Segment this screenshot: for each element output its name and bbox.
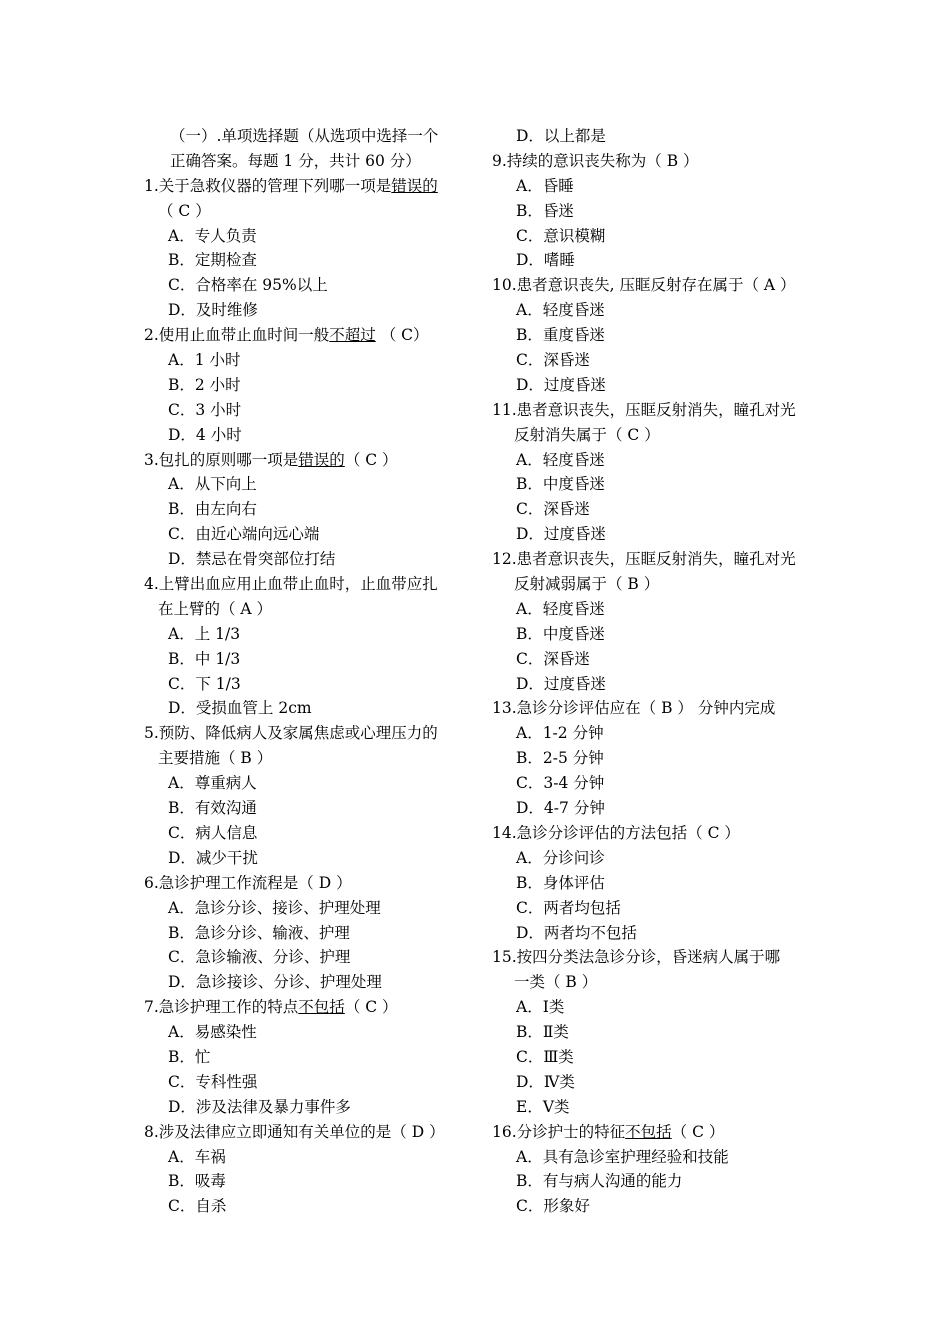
- question-13-option-d: D．4-7 分钟: [516, 799, 605, 818]
- question-10-stem: 10.患者意识丧失, 压眶反射存在属于（ A ）: [492, 276, 796, 295]
- question-10-option-a: A．轻度昏迷: [516, 301, 605, 320]
- question-5-option-d: D．减少干扰: [168, 848, 258, 867]
- question-8-option-c: C．自杀: [168, 1197, 227, 1216]
- question-2-option-a: A．1 小时: [168, 351, 241, 370]
- question-15-stem-cont: 一类（ B ）: [514, 973, 598, 992]
- question-8-stem: 8.涉及法律应立即通知有关单位的是（ D ）: [144, 1122, 445, 1141]
- question-14-option-b: B．身体评估: [516, 873, 605, 892]
- question-4-option-c: C．下 1/3: [168, 674, 241, 693]
- question-9-option-c: C．意识模糊: [516, 226, 606, 245]
- question-5-option-b: B．有效沟通: [168, 799, 257, 818]
- question-7-option-a: A．易感染性: [168, 1023, 257, 1042]
- question-9-option-a: A．昏睡: [516, 176, 574, 195]
- question-12-stem-cont: 反射减弱属于（ B ）: [514, 575, 660, 594]
- question-3-option-b: B．由左向右: [168, 500, 257, 519]
- question-6-option-b: B．急诊分诊、输液、护理: [168, 923, 350, 942]
- question-1-stem-cont: （ C ）: [158, 201, 211, 220]
- question-14-option-a: A．分诊问诊: [516, 848, 605, 867]
- question-5-option-a: A．尊重病人: [168, 774, 257, 793]
- question-9-option-d: D．嗜睡: [516, 251, 575, 270]
- question-16-option-b: B．有与病人沟通的能力: [516, 1172, 683, 1191]
- question-12-stem: 12.患者意识丧失，压眶反射消失，瞳孔对光: [492, 550, 796, 569]
- question-15-option-b: B．Ⅱ类: [516, 1023, 569, 1042]
- question-6-option-d: D．急诊接诊、分诊、护理处理: [168, 973, 382, 992]
- question-6-stem: 6.急诊护理工作流程是（ D ）: [144, 873, 352, 892]
- question-14-stem: 14.急诊分诊评估的方法包括（ C ）: [492, 823, 740, 842]
- question-1-option-b: B．定期检查: [168, 251, 257, 270]
- question-13-option-c: C．3-4 分钟: [516, 774, 605, 793]
- question-11-stem: 11.患者意识丧失，压眶反射消失，瞳孔对光: [492, 400, 796, 419]
- question-1-option-a: A．专人负责: [168, 226, 257, 245]
- question-4-option-a: A．上 1/3: [168, 624, 241, 643]
- question-12-option-c: C．深昏迷: [516, 649, 590, 668]
- question-14-option-c: C．两者均包括: [516, 898, 621, 917]
- question-4-option-b: B．中 1/3: [168, 649, 241, 668]
- question-5-stem-cont: 主要措施（ B ）: [158, 749, 273, 768]
- right-column: [492, 124, 822, 1219]
- question-8-option-b: B．吸毒: [168, 1172, 226, 1191]
- question-8-option-a: A．车祸: [168, 1147, 226, 1166]
- question-3-option-a: A．从下向上: [168, 475, 257, 494]
- question-9-stem: 9.持续的意识丧失称为（ B ）: [492, 151, 699, 170]
- section-header-line-2: 正确答案。每题 1 分，共计 60 分）: [170, 151, 421, 170]
- question-10-option-b: B．重度昏迷: [516, 326, 605, 345]
- question-1-option-c: C．合格率在 95%以上: [168, 276, 328, 295]
- question-9-option-b: B．昏迷: [516, 201, 574, 220]
- question-3-stem: 3.包扎的原则哪一项是错误的（ C ）: [144, 450, 398, 469]
- question-3-option-c: C．由近心端向远心端: [168, 525, 320, 544]
- question-11-option-b: B．中度昏迷: [516, 475, 605, 494]
- question-5-option-c: C．病人信息: [168, 823, 258, 842]
- question-11-option-d: D．过度昏迷: [516, 525, 606, 544]
- question-3-option-d: D．禁忌在骨突部位打结: [168, 550, 336, 569]
- question-7-option-b: B．忙: [168, 1047, 211, 1066]
- question-12-option-b: B．中度昏迷: [516, 624, 605, 643]
- question-1-option-d: D．及时维修: [168, 301, 258, 320]
- question-8-option-d: D．以上都是: [516, 127, 606, 145]
- question-13-option-b: B．2-5 分钟: [516, 749, 604, 768]
- section-header-line-1: （一）.单项选择题（从选项中选择一个: [170, 127, 439, 145]
- question-13-stem: 13.急诊分诊评估应在（ B ） 分钟内完成: [492, 699, 776, 718]
- question-4-stem-cont: 在上臂的（ A ）: [158, 599, 273, 618]
- question-2-option-c: C．3 小时: [168, 400, 242, 419]
- question-11-stem-cont: 反射消失属于（ C ）: [514, 425, 660, 444]
- question-12-option-a: A．轻度昏迷: [516, 599, 605, 618]
- question-13-option-a: A．1-2 分钟: [516, 724, 604, 743]
- question-15-option-a: A．Ⅰ类: [516, 998, 565, 1017]
- left-column: [144, 124, 469, 1219]
- question-2-option-d: D．4 小时: [168, 425, 242, 444]
- question-10-option-c: C．深昏迷: [516, 351, 590, 370]
- question-6-option-a: A．急诊分诊、接诊、护理处理: [168, 898, 381, 917]
- question-16-option-a: A．具有急诊室护理经验和技能: [516, 1147, 729, 1166]
- question-15-option-d: D．Ⅳ类: [516, 1072, 575, 1091]
- question-4-stem: 4.上臂出血应用止血带止血时，止血带应扎: [144, 575, 438, 594]
- question-5-stem: 5.预防、降低病人及家属焦虑或心理压力的: [144, 724, 438, 743]
- question-4-option-d: D．受损血管上 2cm: [168, 699, 312, 718]
- question-7-option-c: C．专科性强: [168, 1072, 258, 1091]
- question-2-stem: 2.使用止血带止血时间一般不超过 （ C）: [144, 326, 429, 345]
- question-14-option-d: D．两者均不包括: [516, 923, 637, 942]
- question-11-option-a: A．轻度昏迷: [516, 450, 605, 469]
- question-1-stem: 1.关于急救仪器的管理下列哪一项是错误的: [144, 176, 438, 195]
- question-7-stem: 7.急诊护理工作的特点不包括（ C ）: [144, 998, 398, 1017]
- question-6-option-c: C．急诊输液、分诊、护理: [168, 948, 351, 967]
- question-10-option-d: D．过度昏迷: [516, 375, 606, 394]
- question-7-option-d: D．涉及法律及暴力事件多: [168, 1097, 351, 1116]
- question-15-option-e: E．Ⅴ类: [516, 1097, 570, 1116]
- question-15-option-c: C．Ⅲ类: [516, 1047, 574, 1066]
- question-11-option-c: C．深昏迷: [516, 500, 590, 519]
- question-16-stem: 16.分诊护士的特征不包括（ C ）: [492, 1122, 725, 1141]
- question-16-option-c: C．形象好: [516, 1197, 590, 1216]
- question-2-option-b: B．2 小时: [168, 375, 241, 394]
- question-15-stem: 15.按四分类法急诊分诊，昏迷病人属于哪: [492, 948, 781, 967]
- question-12-option-d: D．过度昏迷: [516, 674, 606, 693]
